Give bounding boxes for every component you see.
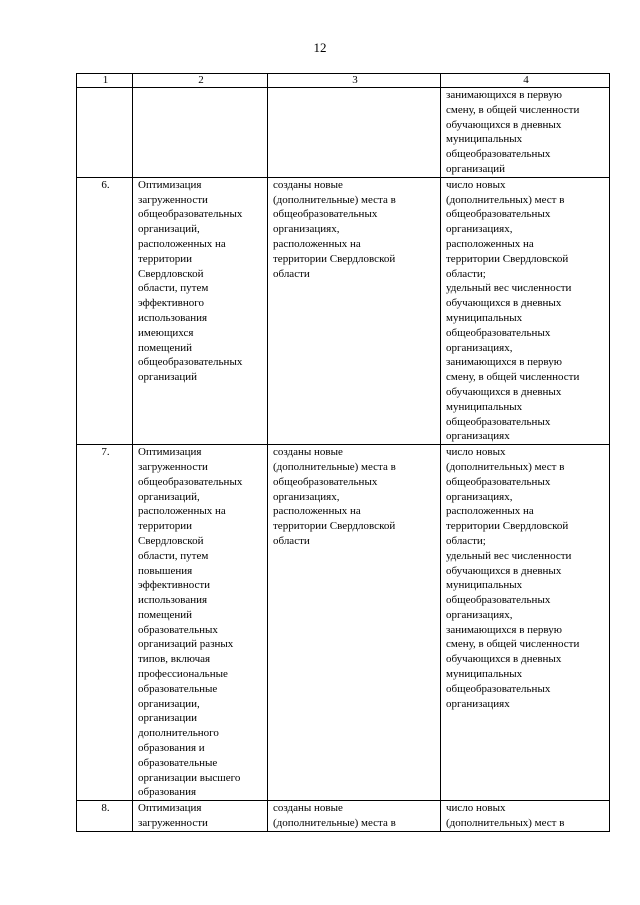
measure-text: Оптимизация загруженности общеобразовательных организаций, расположенных на территории Свердловской области, путем эффективного использования имеющихся помещений общеобразовательных организаций <box>138 178 243 384</box>
cell-indicator <box>441 445 610 801</box>
cell-indicator <box>441 88 610 178</box>
header-col-2: 2 <box>133 74 268 88</box>
cell-result <box>268 177 441 444</box>
page-number: 12 <box>313 40 327 55</box>
header-col-4: 4 <box>441 74 610 88</box>
table-header-row <box>77 74 610 88</box>
table-row <box>77 445 610 801</box>
cell-indicator <box>441 801 610 832</box>
cell-measure <box>133 177 268 444</box>
header-col-1: 1 <box>77 74 133 88</box>
row-number: 8. <box>77 801 133 832</box>
result-text: созданы новые (дополнительные) места в общеобразовательных организациях, расположенных на территории Свердловской области <box>273 178 396 280</box>
cell-num <box>77 88 133 178</box>
cell-measure <box>133 88 268 178</box>
cell-indicator <box>441 177 610 444</box>
row-number: 6. <box>77 177 133 444</box>
indicator-text: число новых (дополнительных) мест в общеобразовательных организациях, расположенных на территории Свердловской области; удельный вес численности обучающихся в дневных муниципальных общеобразовательных организациях, занимающихся в первую смену, в общей численности обучающихся в дневных муниципальных общеобразовательных организациях <box>446 178 580 443</box>
measures-table <box>76 73 610 832</box>
cell-result <box>268 445 441 801</box>
result-text: созданы новые (дополнительные) места в общеобразовательных организациях, расположенных на территории Свердловской области <box>273 446 396 547</box>
row-number: 7. <box>77 445 133 801</box>
header-col-3: 3 <box>268 74 441 88</box>
result-text: созданы новые (дополнительные) места в <box>273 802 396 830</box>
measure-text: Оптимизация загруженности <box>138 802 208 830</box>
indicator-text: занимающихся в первую смену, в общей численности обучающихся в дневных муниципальных общеобразовательных организаций <box>446 89 580 175</box>
cell-result <box>268 801 441 832</box>
table-row <box>77 177 610 444</box>
table-row <box>77 801 610 832</box>
cell-result <box>268 88 441 178</box>
cell-measure <box>133 801 268 832</box>
table-row-continuation <box>77 88 610 178</box>
indicator-text: число новых (дополнительных) мест в общеобразовательных организациях, расположенных на территории Свердловской области; удельный вес численности обучающихся в дневных муниципальных общеобразовательных организациях, занимающихся в первую смену, в общей численности обучающихся в дневных муниципальных общеобразовательных организациях <box>446 446 580 710</box>
cell-measure <box>133 445 268 801</box>
measure-text: Оптимизация загруженности общеобразовательных организаций, расположенных на территории Свердловской области, путем повышения эффективности использования помещений образовательных организаций разных типов, включая профессиональные образовательные организации, организации дополнительного образования и образовательные организации высшего образования <box>138 446 243 799</box>
indicator-text: число новых (дополнительных) мест в <box>446 802 565 830</box>
